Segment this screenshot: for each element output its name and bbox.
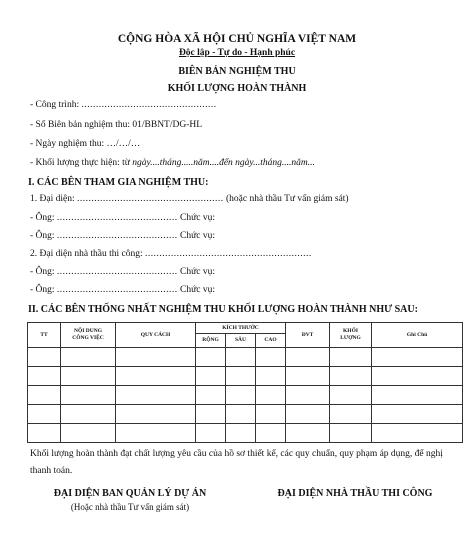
table-cell xyxy=(116,405,196,424)
table-cell xyxy=(372,386,463,405)
dai-dien-1-row xyxy=(30,194,349,204)
header-ghi-chu: Ghi Chú xyxy=(372,323,463,348)
dai-dien-2-row xyxy=(30,249,312,259)
table-cell xyxy=(116,348,196,367)
fill-dots: .......................................... xyxy=(56,213,178,223)
header-kich-thuoc: KÍCH THƯỚC xyxy=(196,323,286,334)
fill-dots: .......................................................... xyxy=(145,249,312,259)
table-row xyxy=(28,405,463,424)
table-cell xyxy=(196,348,226,367)
table-cell xyxy=(116,424,196,443)
table-cell xyxy=(28,424,61,443)
table-cell xyxy=(256,405,286,424)
table-cell xyxy=(196,424,226,443)
table-cell xyxy=(256,424,286,443)
table-row xyxy=(28,386,463,405)
section-1-title: I. CÁC BÊN THAM GIA NGHIỆM THU: xyxy=(28,177,209,188)
table-cell xyxy=(61,386,116,405)
header-noi-dung-line2: CÔNG VIỆC xyxy=(72,335,104,341)
table-cell xyxy=(286,386,330,405)
table-cell xyxy=(256,348,286,367)
dai-dien-1-note: (hoặc nhà thầu Tư vấn giám sát) xyxy=(223,194,349,204)
table-cell xyxy=(226,386,256,405)
volume-table xyxy=(27,322,463,443)
table-cell xyxy=(256,367,286,386)
table-row xyxy=(28,424,463,443)
table-cell xyxy=(286,405,330,424)
field-khoi-luong xyxy=(30,158,315,168)
table-cell xyxy=(196,367,226,386)
table-cell xyxy=(28,348,61,367)
fill-dots: .......................................... xyxy=(56,231,178,241)
signature-left-subtitle: (Hoặc nhà thầu Tư vấn giám sát) xyxy=(70,502,190,512)
table-cell xyxy=(330,367,372,386)
ong-row-2 xyxy=(30,231,215,241)
chuc-vu-label: Chức vụ: xyxy=(177,285,216,295)
header-sau: SÂU xyxy=(226,334,256,348)
note-line-1: Khối lượng hoàn thành đạt chất lượng yêu cầu của hồ sơ thiết kế, các quy chuẩn, quy phạm áp dụng, để nghị xyxy=(30,449,443,459)
field-label: - Khối lượng thực hiện: từ xyxy=(30,158,133,168)
document-title: BIÊN BẢN NGHIỆM THU xyxy=(178,66,296,77)
table-cell xyxy=(226,367,256,386)
signature-right-title: ĐẠI DIỆN NHÀ THẦU THI CÔNG xyxy=(277,488,433,499)
field-label: - Công trình: xyxy=(30,100,82,110)
chuc-vu-label: Chức vụ: xyxy=(177,267,216,277)
table-row xyxy=(28,367,463,386)
fill-dots: .......................................... xyxy=(56,285,178,295)
ong-row-4 xyxy=(30,285,215,295)
table-cell xyxy=(256,386,286,405)
signature-left-title: ĐẠI DIỆN BAN QUẢN LÝ DỰ ÁN xyxy=(53,488,207,499)
ong-label: - Ông: xyxy=(30,213,57,223)
note-line-2: thanh toán. xyxy=(30,466,73,476)
table-cell xyxy=(330,386,372,405)
ong-label: - Ông: xyxy=(30,267,57,277)
dai-dien-2-label: 2. Đại diện nhà thầu thi công: xyxy=(30,249,146,259)
national-header: CỘNG HÒA XÃ HỘI CHỦ NGHĨA VIỆT NAM xyxy=(117,33,357,45)
table-cell xyxy=(116,386,196,405)
header-khoi-luong xyxy=(330,323,372,348)
header-quy-cach: QUY CÁCH xyxy=(116,323,196,348)
table-cell xyxy=(226,405,256,424)
table-cell xyxy=(372,405,463,424)
table-cell xyxy=(61,405,116,424)
ong-row-3 xyxy=(30,267,215,277)
table-cell xyxy=(61,348,116,367)
fill-dots: .......................................... xyxy=(56,267,178,277)
header-noi-dung xyxy=(61,323,116,348)
date-range: ngày....tháng.....năm....đến ngày...tháng....năm... xyxy=(132,158,315,168)
fill-dots: ............................................... xyxy=(81,100,217,110)
table-cell xyxy=(372,424,463,443)
header-cao: CAO xyxy=(256,334,286,348)
table-cell xyxy=(28,405,61,424)
header-dvt: ĐVT xyxy=(286,323,330,348)
header-rong: RỘNG xyxy=(196,334,226,348)
table-cell xyxy=(330,348,372,367)
table-cell xyxy=(28,386,61,405)
field-ngay-nghiem-thu: - Ngày nghiệm thu: …/…/… xyxy=(30,139,141,149)
table-row xyxy=(28,348,463,367)
chuc-vu-label: Chức vụ: xyxy=(177,231,216,241)
table-cell xyxy=(330,405,372,424)
header-noi-dung-line1: NỘI DUNG xyxy=(74,328,102,334)
ong-row-1 xyxy=(30,213,215,223)
fill-dots: ................................................... xyxy=(76,194,224,204)
table-cell xyxy=(372,348,463,367)
table-cell xyxy=(28,367,61,386)
ong-label: - Ông: xyxy=(30,285,57,295)
document-subtitle: KHỐI LƯỢNG HOÀN THÀNH xyxy=(167,83,307,94)
chuc-vu-label: Chức vụ: xyxy=(177,213,216,223)
header-tt: TT xyxy=(28,323,61,348)
table-cell xyxy=(286,424,330,443)
section-2-title: II. CÁC BÊN THỐNG NHẤT NGHIỆM THU KHỐI LƯỢNG HOÀN THÀNH NHƯ SAU: xyxy=(28,304,418,315)
table-cell xyxy=(286,367,330,386)
table-cell xyxy=(286,348,330,367)
ong-label: - Ông: xyxy=(30,231,57,241)
table-cell xyxy=(330,424,372,443)
field-so-bien-ban: - Số Biên bản nghiệm thu: 01/BBNT/DG-HL xyxy=(30,120,203,130)
table-body xyxy=(28,348,463,443)
table-cell xyxy=(372,367,463,386)
header-khoi-line1: KHỐI xyxy=(343,328,359,334)
table-cell xyxy=(61,367,116,386)
header-khoi-line2: LƯỢNG xyxy=(340,335,361,341)
table-cell xyxy=(196,405,226,424)
table-cell xyxy=(116,367,196,386)
table-cell xyxy=(196,386,226,405)
table-cell xyxy=(226,424,256,443)
motto: Độc lập - Tự do - Hạnh phúc xyxy=(178,48,296,58)
dai-dien-1-label: 1. Đại diện: xyxy=(30,194,77,204)
field-cong-trinh xyxy=(30,100,217,110)
table-cell xyxy=(226,348,256,367)
table-cell xyxy=(61,424,116,443)
